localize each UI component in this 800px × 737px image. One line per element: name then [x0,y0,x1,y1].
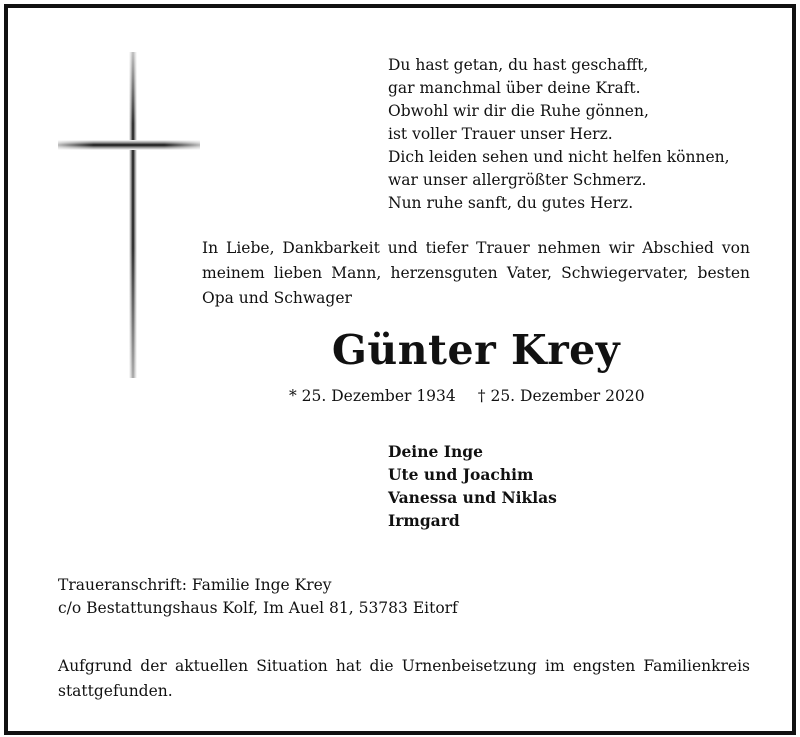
birth-date: * 25. Dezember 1934 [289,387,456,405]
deceased-name: Günter Krey [331,326,621,374]
cross-vertical-beam [129,52,137,378]
poem-line: Obwohl wir dir die Ruhe gönnen, [388,102,649,120]
family-member: Irmgard [388,511,460,530]
burial-note: Aufgrund der aktuellen Situation hat die Urnenbeisetzung im engsten Familienkreis stattgefunden. [58,657,750,700]
poem [388,54,768,215]
poem-line: ist voller Trauer unser Herz. [388,125,613,143]
family-member: Vanessa und Niklas [388,488,557,507]
family-member: Deine Inge [388,442,483,461]
cross-horizontal-beam [58,140,200,150]
address-line-2: c/o Bestattungshaus Kolf, Im Auel 81, 53783 Eitorf [58,599,458,617]
obituary-frame [4,4,796,735]
address-line-1: Traueranschrift: Familie Inge Krey [58,576,332,594]
poem-line: Du hast getan, du hast geschafft, [388,56,649,74]
poem-line: Dich leiden sehen und nicht helfen können, [388,148,730,166]
mourning-address [58,574,758,620]
poem-line: Nun ruhe sanft, du gutes Herz. [388,194,634,212]
poem-line: gar manchmal über deine Kraft. [388,79,641,97]
poem-line: war unser allergrößter Schmerz. [388,171,647,189]
life-dates [289,384,689,408]
family-member: Ute und Joachim [388,465,534,484]
family-signatures [388,440,688,532]
death-date: † 25. Dezember 2020 [477,387,645,405]
intro-text: In Liebe, Dankbarkeit und tiefer Trauer nehmen wir Abschied von meinem lieben Mann, herzensguten Vater, Schwiegervater, besten Opa und Schwager [202,239,750,307]
